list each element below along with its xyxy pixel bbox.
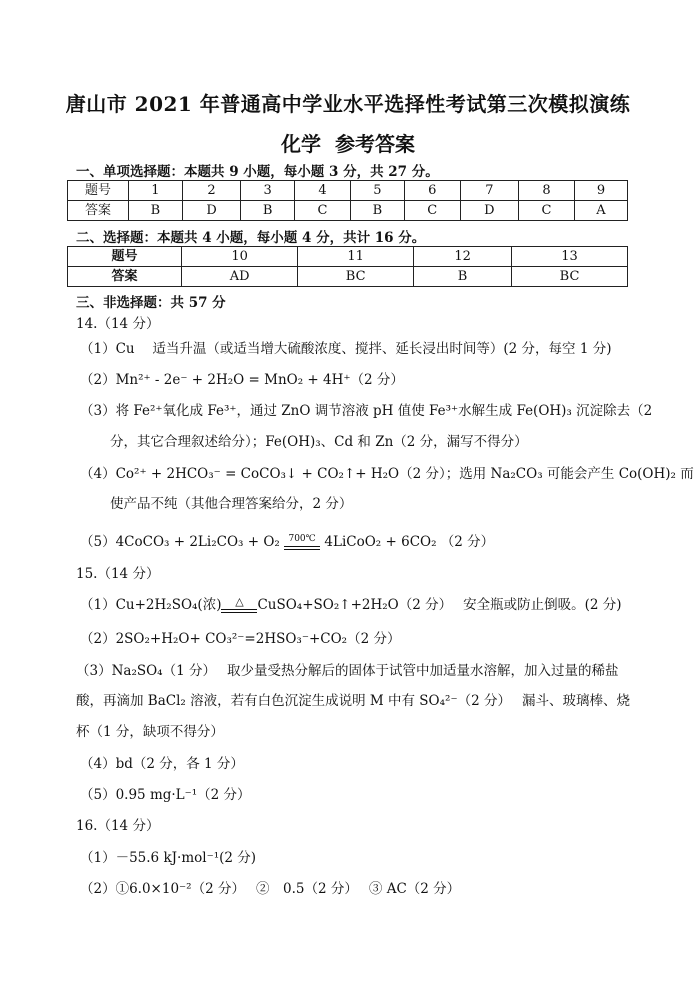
table-cell: D (460, 201, 518, 221)
section2-heading: 二、选择题：本题共 4 小题，每小题 4 分，共计 16 分。 (76, 230, 426, 246)
table-cell: 8 (519, 181, 575, 201)
table-cell: 10 (182, 247, 298, 267)
q14-title: 14.（14 分） (76, 316, 160, 332)
reaction-condition: 700℃ (288, 533, 316, 544)
table-cell: B (350, 201, 404, 221)
table-cell: 9 (574, 181, 627, 201)
table-row (68, 247, 628, 267)
section1-heading: 一、单项选择题：本题共 9 小题，每小题 3 分，共 27 分。 (76, 164, 439, 180)
table-cell: A (574, 201, 627, 221)
section1-answer-table (67, 180, 628, 221)
q15-answer-5: （5）0.95 mg·L⁻¹（2 分） (80, 787, 251, 803)
heat-triangle-icon: △ (235, 594, 244, 608)
table-cell: 3 (241, 181, 295, 201)
q15-title: 15.（14 分） (76, 566, 160, 582)
q14-answer-3b: 分，其它合理叙述给分）；Fe(OH)₃、Cd 和 Zn（2 分，漏写不得分） (110, 434, 528, 450)
table-cell: AD (182, 267, 298, 287)
q16-answer-1: （1）－55.6 kJ·mol⁻¹(2 分) (80, 850, 257, 866)
q14-answer-2: （2）Mn²⁺ - 2e⁻ + 2H₂O = MnO₂ + 4H⁺（2 分） (80, 372, 404, 388)
q14-answer-5 (80, 530, 494, 550)
row-label-answer: 答案 (68, 267, 182, 287)
table-cell: 4 (295, 181, 351, 201)
q14-answer-3a: （3）将 Fe²⁺氧化成 Fe³⁺，通过 ZnO 调节溶液 pH 值使 Fe³⁺水解生成 Fe(OH)₃ 沉淀除去（2 (80, 403, 653, 419)
q15-answer-3c: 杯（1 分，缺项不得分） (76, 724, 224, 740)
q15-answer-3a: （3）Na₂SO₄（1 分） 取少量受热分解后的固体于试管中加适量水溶解，加入过量的稀盐 (76, 663, 619, 679)
row-label-answer: 答案 (68, 201, 129, 221)
section2-answer-table (67, 246, 628, 287)
table-cell: C (295, 201, 351, 221)
table-cell: 5 (350, 181, 404, 201)
row-label-question: 题号 (68, 181, 129, 201)
table-row (68, 201, 628, 221)
table-cell: BC (512, 267, 628, 287)
reaction-condition-arrow (221, 594, 257, 613)
table-cell: C (404, 201, 460, 221)
q14-answer-4a: （4）Co²⁺ + 2HCO₃⁻ = CoCO₃↓ + CO₂↑+ H₂O（2 分）；选用 Na₂CO₃ 可能会产生 Co(OH)₂ 而 (80, 466, 694, 482)
table-cell: 13 (512, 247, 628, 267)
subtitle-subject: 化学 (281, 132, 321, 156)
q15-answer-1 (80, 593, 622, 613)
table-cell: 1 (129, 181, 183, 201)
table-cell: C (519, 201, 575, 221)
equals-bar (221, 609, 257, 613)
row-label-question: 题号 (68, 247, 182, 267)
table-cell: D (182, 201, 240, 221)
table-cell: B (129, 201, 183, 221)
q14-answer-4b: 使产品不纯（其他合理答案给分，2 分） (110, 496, 353, 512)
table-cell: B (414, 267, 512, 287)
equation-reactants: （5）4CoCO₃ + 2Li₂CO₃ + O₂ (80, 534, 280, 550)
document-subtitle (0, 128, 696, 157)
table-cell: 2 (182, 181, 240, 201)
table-cell: 11 (298, 247, 414, 267)
equation-products: CuSO₄+SO₂↑+2H₂O（2 分） 安全瓶或防止倒吸。(2 分) (257, 597, 622, 613)
subtitle-answer-key: 参考答案 (335, 132, 415, 156)
equation-products: 4LiCoO₂ + 6CO₂ （2 分） (324, 534, 495, 550)
table-cell: B (241, 201, 295, 221)
section3-heading: 三、非选择题：共 57 分 (76, 295, 226, 311)
table-cell: BC (298, 267, 414, 287)
q15-answer-2: （2）2SO₂+H₂O+ CO₃²⁻=2HSO₃⁻+CO₂（2 分） (80, 631, 401, 647)
q15-answer-3b: 酸，再滴加 BaCl₂ 溶液，若有白色沉淀生成说明 M 中有 SO₄²⁻（2 分） 漏斗、玻璃棒、烧 (76, 693, 630, 709)
table-row (68, 267, 628, 287)
table-cell: 12 (414, 247, 512, 267)
q15-answer-4: （4）bd（2 分，各 1 分） (80, 756, 244, 772)
table-cell: 7 (460, 181, 518, 201)
document-title: 唐山市 2021 年普通高中学业水平选择性考试第三次模拟演练 (65, 92, 631, 116)
q16-answer-2: （2）①6.0×10⁻²（2 分） ② 0.5（2 分） ③ AC（2 分） (80, 881, 461, 897)
reaction-condition-arrow (284, 533, 320, 550)
q16-title: 16.（14 分） (76, 818, 160, 834)
q14-answer-1: （1）Cu 适当升温（或适当增大硫酸浓度、搅拌、延长浸出时间等）(2 分，每空 1 分) (80, 341, 612, 357)
equals-bar (284, 546, 320, 550)
table-row (68, 181, 628, 201)
equation-reactants: （1）Cu+2H₂SO₄(浓) (80, 597, 222, 613)
table-cell: 6 (404, 181, 460, 201)
